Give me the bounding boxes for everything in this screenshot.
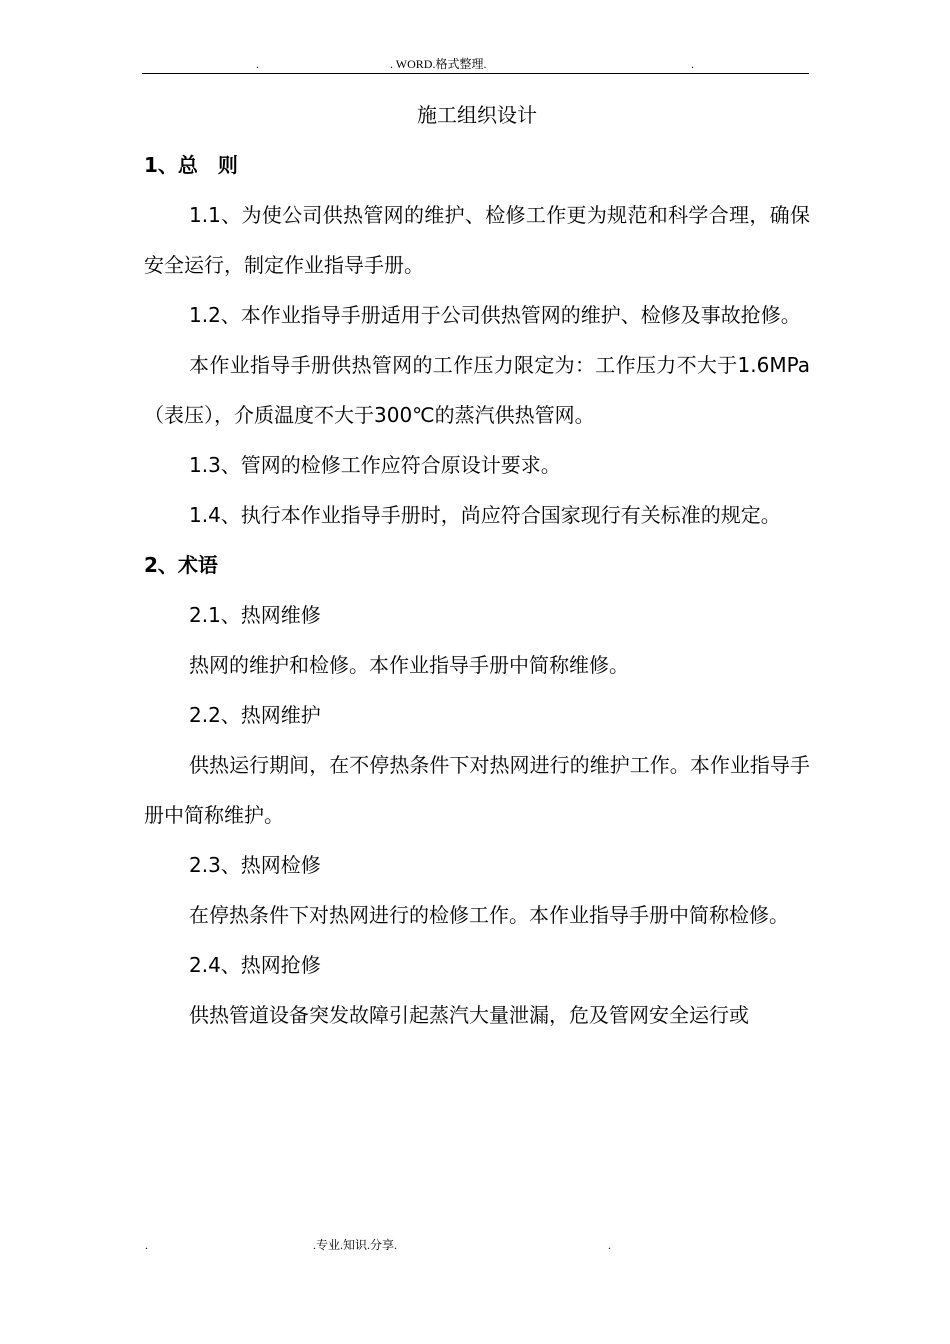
section-1-heading: 1、总 则 <box>144 153 238 177</box>
paragraph-1-1: 1.1、为使公司供热管网的维护、检修工作更为规范和科学合理，确保安全运行，制定作业指导手册。 <box>144 203 810 277</box>
term-2-3-definition: 在停热条件下对热网进行的检修工作。本作业指导手册中简称检修。 <box>189 903 789 927</box>
paragraph-1-2-pressure: 本作业指导手册供热管网的工作压力限定为：工作压力不大于1.6MPa（表压），介质温度不大于300℃的蒸汽供热管网。 <box>144 353 810 427</box>
term-2-1-title: 2.1、热网维修 <box>189 603 321 627</box>
term-2-2-title: 2.2、热网维护 <box>189 703 321 727</box>
document-title: 施工组织设计 <box>417 103 537 127</box>
term-2-4-definition: 供热管道设备突发故障引起蒸汽大量泄漏，危及管网安全运行或 <box>189 1003 749 1027</box>
document-body <box>144 90 810 1040</box>
header-dot-right: . <box>691 57 694 71</box>
paragraph-1-4: 1.4、执行本作业指导手册时，尚应符合国家现行有关标准的规定。 <box>189 503 781 527</box>
header-center-text: . WORD.格式整理. <box>390 57 487 71</box>
paragraph-1-3: 1.3、管网的检修工作应符合原设计要求。 <box>189 453 561 477</box>
term-2-3-title: 2.3、热网检修 <box>189 853 321 877</box>
term-2-1-definition: 热网的维护和检修。本作业指导手册中简称维修。 <box>189 653 629 677</box>
header-dot-left: . <box>256 57 259 71</box>
footer-dot-right: . <box>608 1238 611 1252</box>
page-footer <box>142 1236 809 1254</box>
page-header <box>142 56 809 74</box>
term-2-2-definition: 供热运行期间，在不停热条件下对热网进行的维护工作。本作业指导手册中简称维护。 <box>144 753 810 827</box>
term-2-4-title: 2.4、热网抢修 <box>189 953 321 977</box>
section-2-heading: 2、术语 <box>144 553 218 577</box>
footer-dot-left: . <box>145 1238 148 1252</box>
paragraph-1-2: 1.2、本作业指导手册适用于公司供热管网的维护、检修及事故抢修。 <box>189 303 801 327</box>
footer-center-text: .专业.知识.分享. <box>313 1238 398 1252</box>
